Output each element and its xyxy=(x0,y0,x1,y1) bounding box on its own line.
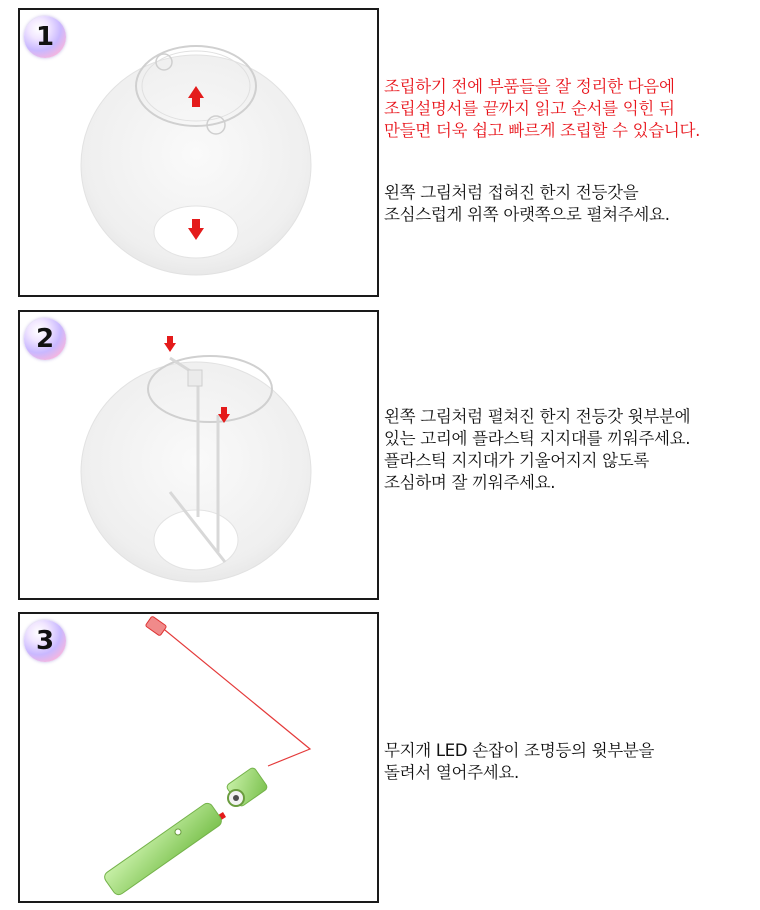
led-handle-body xyxy=(102,801,223,897)
step-number-badge: 1 xyxy=(24,16,66,58)
step-number-badge: 2 xyxy=(24,318,66,360)
step-2-illustration xyxy=(20,312,379,600)
text-line: 조립하기 전에 부품들을 잘 정리한 다음에 xyxy=(384,77,675,96)
text-line: 왼쪽 그림처럼 펼쳐진 한지 전등갓 윗부분에 xyxy=(384,407,691,426)
text-line: 플라스틱 지지대가 기울어지지 않도록 xyxy=(384,451,650,470)
step-1-instructions xyxy=(384,182,670,226)
led-cord xyxy=(145,616,310,766)
arrow-down-icon xyxy=(164,336,176,352)
step-1-panel xyxy=(18,8,379,297)
intro-warning-text xyxy=(384,76,700,142)
text-line: 무지개 LED 손잡이 조명등의 윗부분을 xyxy=(384,741,655,760)
text-line: 조립설명서를 끝까지 읽고 순서를 익힌 뒤 xyxy=(384,99,675,118)
step-1-illustration xyxy=(20,10,379,297)
step-2-panel xyxy=(18,310,379,600)
text-line: 있는 고리에 플라스틱 지지대를 끼워주세요. xyxy=(384,429,691,448)
step-3-illustration xyxy=(20,614,379,903)
step-3-panel xyxy=(18,612,379,903)
text-line: 조심스럽게 위쪽 아랫쪽으로 펼쳐주세요. xyxy=(384,205,670,224)
text-line: 조심하며 잘 끼워주세요. xyxy=(384,473,556,492)
led-handle-top xyxy=(226,767,269,808)
text-line: 돌려서 열어주세요. xyxy=(384,763,520,782)
text-line: 만들면 더욱 쉽고 빠르게 조립할 수 있습니다. xyxy=(384,121,701,140)
step-2-instructions xyxy=(384,406,690,494)
step-3-instructions xyxy=(384,740,654,784)
text-line: 왼쪽 그림처럼 접혀진 한지 전등갓을 xyxy=(384,183,639,202)
support-clip xyxy=(188,370,202,386)
step-number-badge: 3 xyxy=(24,620,66,662)
